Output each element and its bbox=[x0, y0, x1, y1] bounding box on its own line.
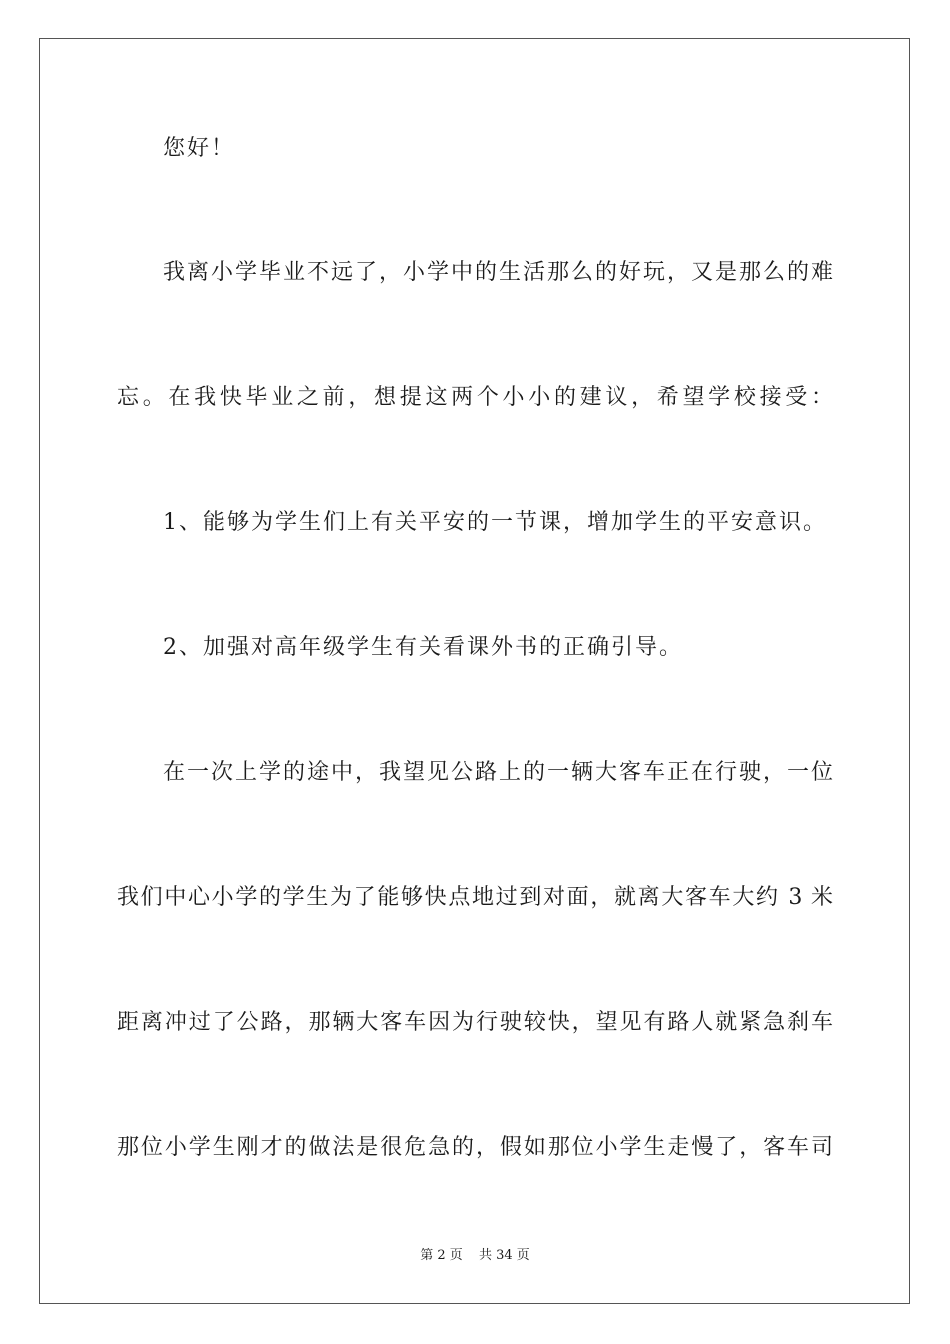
suggestion-1-line: 1、能够为学生们上有关平安的一节课，增加学生的平安意识。 bbox=[163, 510, 827, 535]
greeting-line: 您好！ bbox=[163, 136, 236, 161]
paragraph-line: 我们中心小学的学生为了能够快点地过到对面，就离大客车大约 3 米 bbox=[117, 885, 833, 910]
paragraph-line: 我离小学毕业不远了，小学中的生活那么的好玩，又是那么的难 bbox=[163, 260, 833, 285]
page-total: 共 34 页 bbox=[478, 1248, 530, 1263]
suggestion-2-line: 2、加强对高年级学生有关看课外书的正确引导。 bbox=[163, 635, 683, 660]
page-border bbox=[39, 38, 910, 1304]
page-footer bbox=[0, 1247, 950, 1265]
paragraph-line: 距离冲过了公路，那辆大客车因为行驶较快，望见有路人就紧急刹车 bbox=[117, 1010, 833, 1035]
paragraph-line: 忘。在我快毕业之前，想提这两个小小的建议，希望学校接受： bbox=[117, 385, 833, 410]
page-number: 第 2 页 bbox=[420, 1248, 463, 1263]
paragraph-line: 在一次上学的途中，我望见公路上的一辆大客车正在行驶，一位 bbox=[163, 760, 833, 785]
paragraph-line: 那位小学生刚才的做法是很危急的，假如那位小学生走慢了，客车司 bbox=[117, 1135, 833, 1160]
